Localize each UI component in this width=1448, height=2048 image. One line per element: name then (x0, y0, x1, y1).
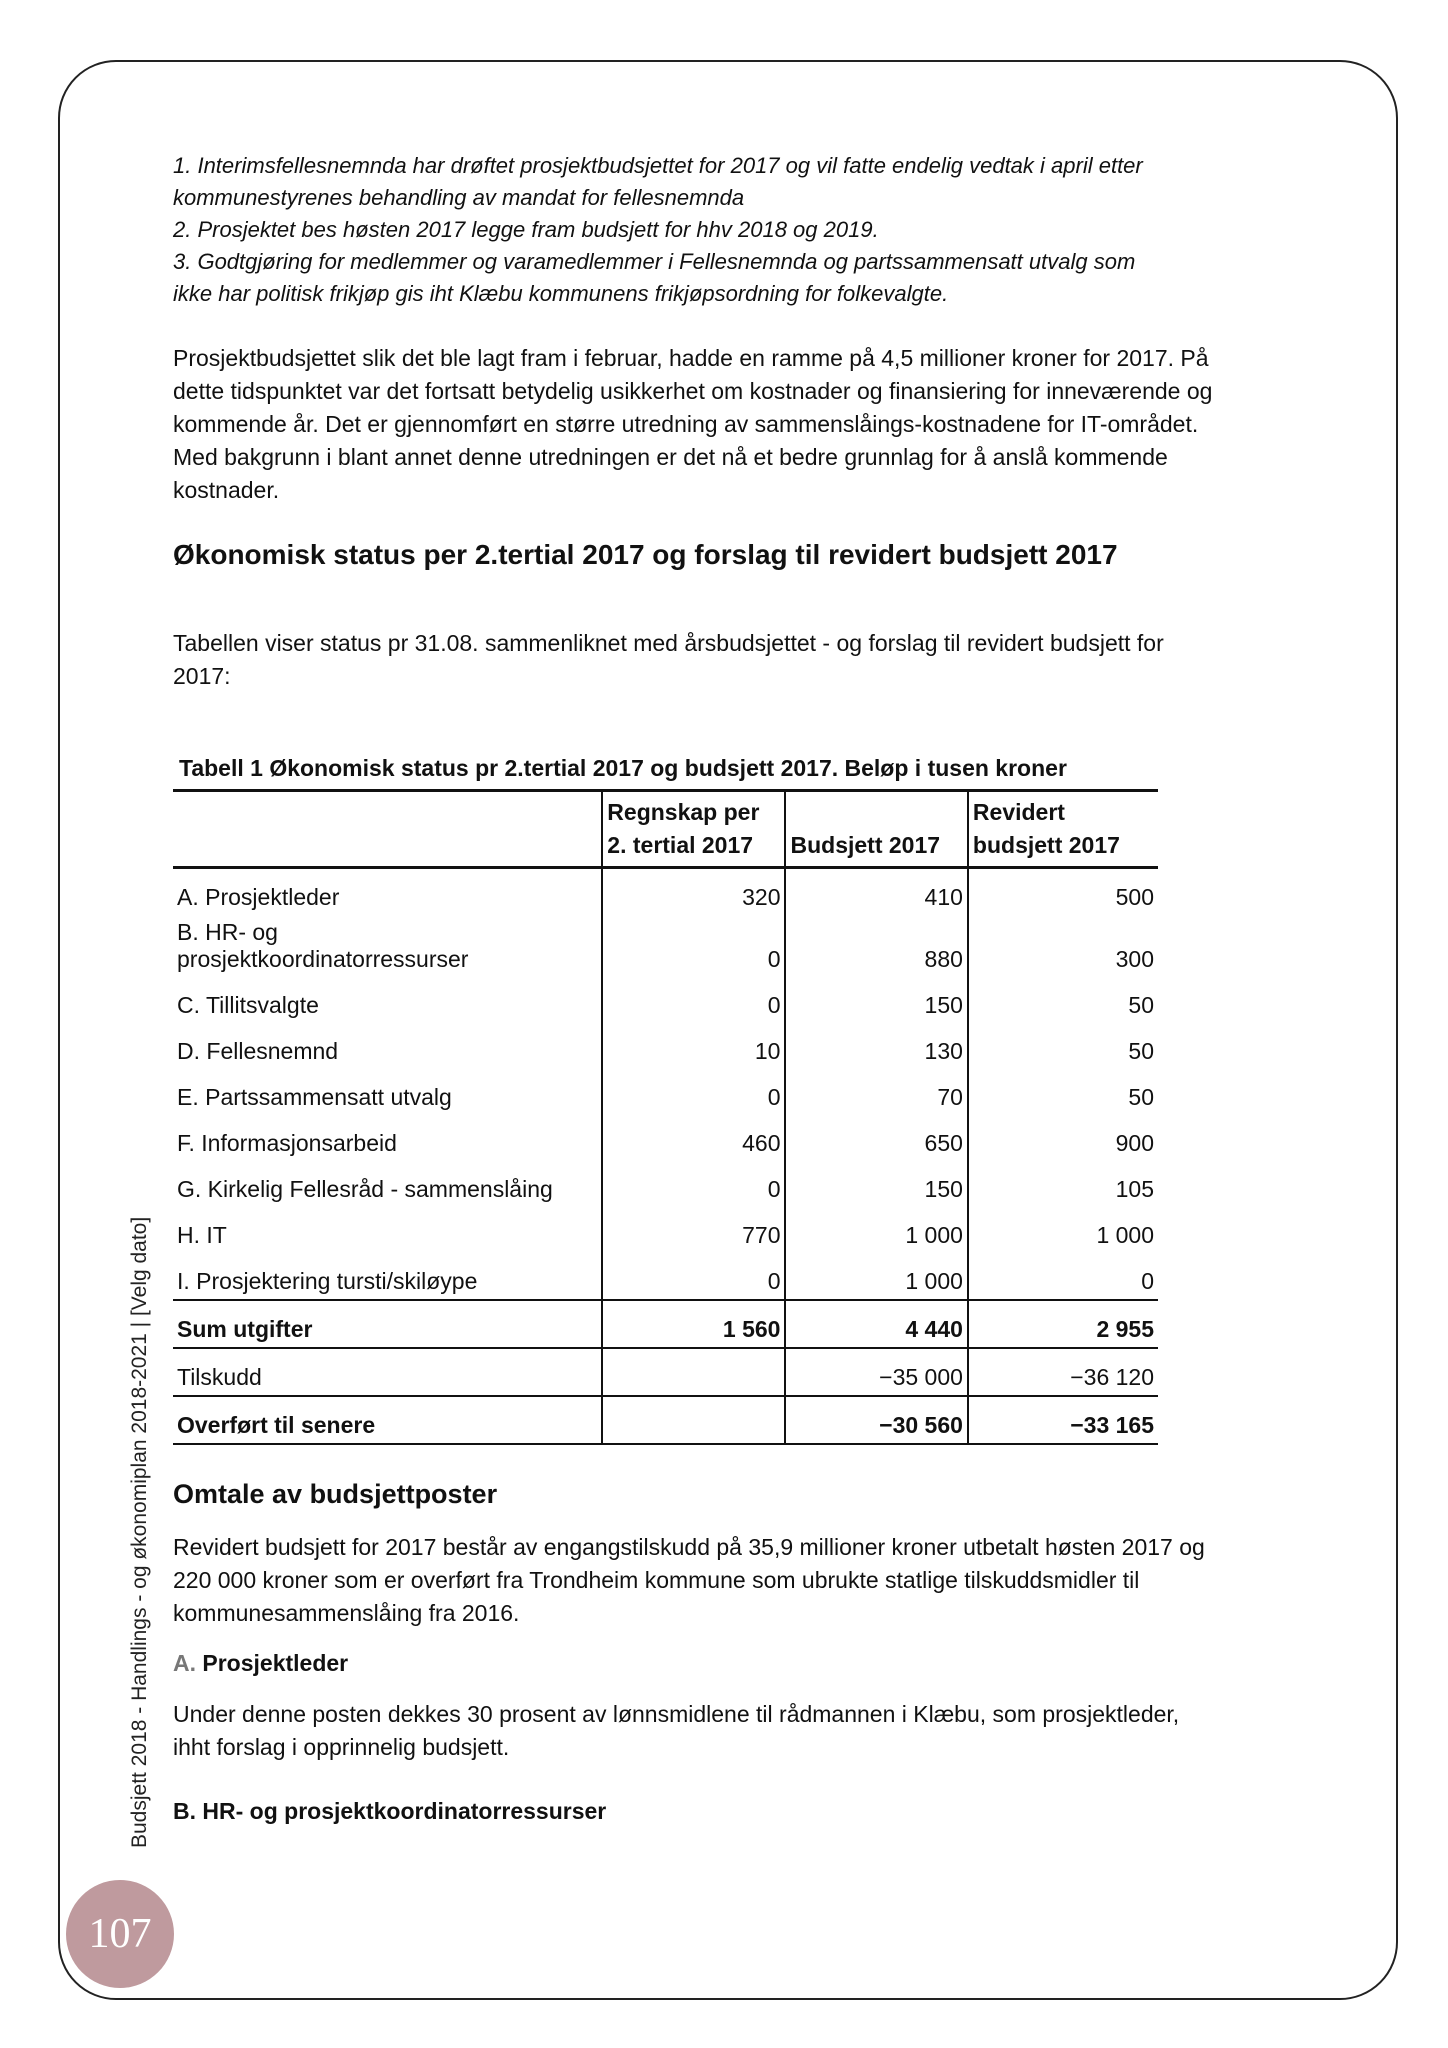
header-text: Regnskap per (607, 799, 760, 825)
cell-budsjett: 130 (785, 1023, 967, 1069)
cell-budsjett: −35 000 (785, 1348, 967, 1396)
cell-revidert: 105 (968, 1161, 1158, 1207)
paragraph-line: Revidert budsjett for 2017 består av engangstilskudd på 35,9 millioner kroner utbetalt høsten 2017 og (173, 1534, 1205, 1560)
table-row-overfort (173, 1396, 1158, 1444)
cell-regnskap: 1 560 (602, 1300, 785, 1348)
row-label-line: prosjektkoordinatorressurser (177, 946, 469, 972)
paragraph-line: Tabellen viser status pr 31.08. sammenliknet med årsbudsjettet - og forslag til revidert budsjett for (173, 630, 1164, 656)
intro-list (173, 150, 1293, 310)
section-b-heading: B. HR- og prosjektkoordinatorressurser (173, 1798, 607, 1824)
row-label: A. Prosjektleder (177, 884, 340, 910)
table-row-sum (173, 1300, 1158, 1348)
table-row (173, 1161, 1158, 1207)
cell-revidert: 500 (968, 868, 1158, 916)
cell-regnskap: 0 (602, 1161, 785, 1207)
cell-regnskap: 0 (602, 977, 785, 1023)
paragraph-table-intro (173, 627, 1293, 693)
table-row (173, 1115, 1158, 1161)
paragraph-line: kommende år. Det er gjennomført en større utredning av sammenslåings-kostnadene for IT-området. (173, 411, 1199, 437)
header-revidert (968, 791, 1158, 868)
table-row (173, 915, 1158, 977)
cell-revidert: 900 (968, 1115, 1158, 1161)
section-a-heading (173, 1648, 1293, 1678)
paragraph-revised-budget (173, 1531, 1293, 1630)
cell-regnskap (602, 1396, 785, 1444)
table-header-row (173, 791, 1158, 868)
header-budsjett (785, 791, 967, 868)
paragraph-prosjektleder (173, 1698, 1293, 1764)
page-number-badge: 107 (66, 1880, 174, 1988)
row-label (173, 915, 602, 977)
cell-regnskap: 0 (602, 915, 785, 977)
intro-item-2: 2. Prosjektet bes høsten 2017 legge fram budsjett for hhv 2018 og 2019. (173, 217, 879, 242)
header-text: budsjett 2017 (972, 832, 1120, 858)
cell-budsjett: 650 (785, 1115, 967, 1161)
intro-item-1-line-1: 1. Interimsfellesnemnda har drøftet prosjektbudsjettet for 2017 og vil fatte endelig vedtak i april etter (173, 153, 1143, 178)
section-title: Prosjektleder (196, 1650, 349, 1676)
section-letter: A. (173, 1650, 196, 1676)
cell-regnskap (602, 1348, 785, 1396)
paragraph-line: kostnader. (173, 477, 280, 503)
table-row (173, 1207, 1158, 1253)
footer-side-label: Budsjett 2018 - Handlings - og økonomiplan 2018-2021 | [Velg dato] (128, 1216, 151, 1848)
cell-budsjett: 410 (785, 868, 967, 916)
paragraph-line: ihht forslag i opprinnelig budsjett. (173, 1734, 510, 1760)
cell-budsjett: 1 000 (785, 1253, 967, 1300)
cell-revidert: 0 (968, 1253, 1158, 1300)
cell-regnskap: 770 (602, 1207, 785, 1253)
cell-regnskap: 320 (602, 868, 785, 916)
heading-budget-items: Omtale av budsjettposter (173, 1479, 498, 1509)
cell-budsjett: 150 (785, 1161, 967, 1207)
cell-budsjett: 150 (785, 977, 967, 1023)
cell-revidert: 1 000 (968, 1207, 1158, 1253)
cell-budsjett: 1 000 (785, 1207, 967, 1253)
cell-revidert: −36 120 (968, 1348, 1158, 1396)
paragraph-line: 2017: (173, 663, 231, 689)
table-caption: Tabell 1 Økonomisk status pr 2.tertial 2017 og budsjett 2017. Beløp i tusen kroner (179, 755, 1067, 781)
budget-table (173, 789, 1158, 1445)
row-label: Overført til senere (177, 1412, 376, 1438)
paragraph-budget-frame (173, 342, 1293, 507)
row-label: I. Prosjektering tursti/skiløype (177, 1268, 478, 1294)
cell-revidert: 50 (968, 1069, 1158, 1115)
heading-economic-status: Økonomisk status per 2.tertial 2017 og forslag til revidert budsjett 2017 (173, 539, 1118, 570)
cell-budsjett: 4 440 (785, 1300, 967, 1348)
cell-budsjett: 70 (785, 1069, 967, 1115)
header-text: Budsjett 2017 (790, 832, 941, 858)
document-content (173, 150, 1293, 1826)
cell-regnskap: 460 (602, 1115, 785, 1161)
cell-revidert: 2 955 (968, 1300, 1158, 1348)
cell-revidert: 300 (968, 915, 1158, 977)
table-row (173, 977, 1158, 1023)
header-regnskap (602, 791, 785, 868)
cell-regnskap: 0 (602, 1069, 785, 1115)
paragraph-line: Under denne posten dekkes 30 prosent av lønnsmidlene til rådmannen i Klæbu, som prosjektleder, (173, 1701, 1180, 1727)
paragraph-line: 220 000 kroner som er overført fra Trondheim kommune som ubrukte statlige tilskuddsmidler til (173, 1567, 1140, 1593)
row-label: H. IT (177, 1222, 227, 1248)
cell-regnskap: 0 (602, 1253, 785, 1300)
table-row (173, 868, 1158, 916)
row-label: G. Kirkelig Fellesråd - sammenslåing (177, 1176, 553, 1202)
row-label: D. Fellesnemnd (177, 1038, 339, 1064)
cell-budsjett: 880 (785, 915, 967, 977)
cell-revidert: 50 (968, 977, 1158, 1023)
header-text: 2. tertial 2017 (607, 832, 754, 858)
paragraph-line: Med bakgrunn i blant annet denne utredningen er det nå et bedre grunnlag for å anslå kommende (173, 444, 1168, 470)
header-empty (173, 791, 602, 868)
intro-item-1-line-2: kommunestyrenes behandling av mandat for fellesnemnda (173, 185, 745, 210)
table-row-tilskudd (173, 1348, 1158, 1396)
row-label: C. Tillitsvalgte (177, 992, 319, 1018)
paragraph-line: dette tidspunktet var det fortsatt betydelig usikkerhet om kostnader og finansiering for inneværende og (173, 378, 1213, 404)
row-label-line: B. HR- og (177, 919, 278, 945)
row-label: E. Partssammensatt utvalg (177, 1084, 452, 1110)
header-text: Revidert (972, 799, 1065, 825)
table-row (173, 1023, 1158, 1069)
table-row (173, 1253, 1158, 1300)
row-label: F. Informasjonsarbeid (177, 1130, 397, 1156)
row-label: Sum utgifter (177, 1316, 313, 1342)
cell-budsjett: −30 560 (785, 1396, 967, 1444)
intro-item-3-line-2: ikke har politisk frikjøp gis iht Klæbu kommunens frikjøpsordning for folkevalgte. (173, 281, 949, 306)
cell-regnskap: 10 (602, 1023, 785, 1069)
row-label: Tilskudd (177, 1364, 262, 1390)
paragraph-line: Prosjektbudsjettet slik det ble lagt fram i februar, hadde en ramme på 4,5 millioner kroner for 2017. På (173, 345, 1209, 371)
table-row (173, 1069, 1158, 1115)
intro-item-3-line-1: 3. Godtgjøring for medlemmer og varamedlemmer i Fellesnemnda og partssammensatt utvalg som (173, 249, 1136, 274)
cell-revidert: −33 165 (968, 1396, 1158, 1444)
paragraph-line: kommunesammenslåing fra 2016. (173, 1600, 520, 1626)
cell-revidert: 50 (968, 1023, 1158, 1069)
